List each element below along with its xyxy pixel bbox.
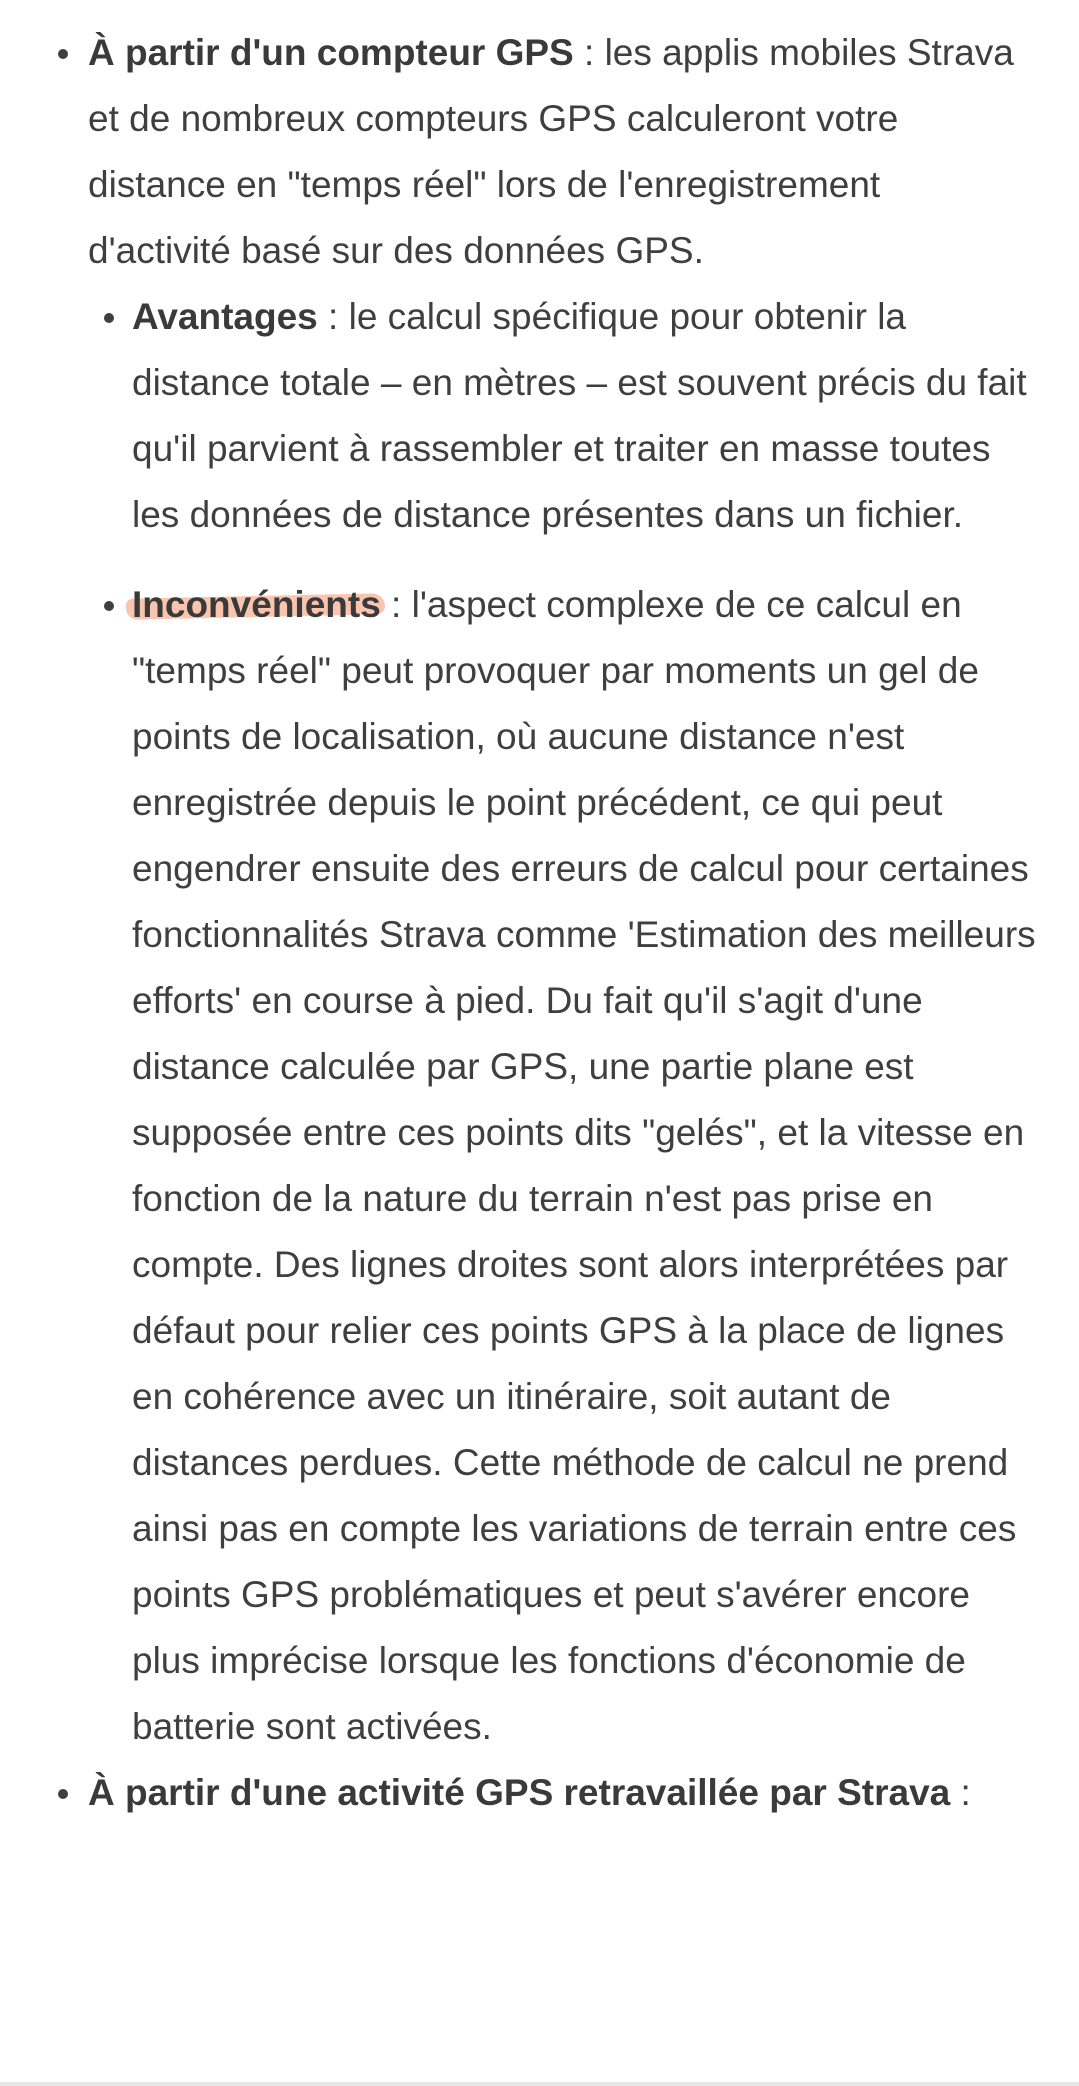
item-title: À partir d'une activité GPS retravaillée par Strava <box>88 1772 951 1813</box>
sub-bullet-list <box>88 284 1036 1760</box>
item-text: : les applis mobiles Strava et de nombreux compteurs GPS calculeront votre distance en "temps réel" lors de l'enregistrement d'activité basé sur des données GPS. <box>88 32 1014 271</box>
subitem-text-advantages: : le calcul spécifique pour obtenir la distance totale – en mètres – est souvent précis du fait qu'il parvient à rassembler et traiter en masse toutes les données de distance présentes dans un fichier. <box>132 296 1027 535</box>
list-item-advantages <box>132 284 1042 548</box>
item-text: : <box>950 1772 971 1813</box>
list-item-disadvantages <box>132 572 1042 1760</box>
subitem-title-disadvantages-highlighted: Inconvénients <box>132 584 381 625</box>
subitem-title-advantages: Avantages <box>132 296 318 337</box>
list-item-strava-reworked <box>88 1760 1018 1826</box>
subitem-text-disadvantages: : l'aspect complexe de ce calcul en "temps réel" peut provoquer par moments un gel de points de localisation, où aucune distance n'est enregistrée depuis le point précédent, ce qui peut engendrer ensuite des erreurs de calcul pour certaines fonctionnalités Strava comme 'Estimation des meilleurs efforts' en course à pied. Du fait qu'il s'agit d'une distance calculée par GPS, une partie plane est supposée entre ces points dits "gelés", et la vitesse en fonction de la nature du terrain n'est pas prise en compte. Des lignes droites sont alors interprétées par défaut pour relier ces points GPS à la place de lignes en cohérence avec un itinéraire, soit autant de distances perdues. Cette méthode de calcul ne prend ainsi pas en compte les variations de terrain entre ces points GPS problématiques et peut s'avérer encore plus imprécise lorsque les fonctions d'économie de batterie sont activées. <box>132 584 1036 1747</box>
list-item-gps-counter <box>88 20 1036 1760</box>
article-body <box>0 20 1079 1826</box>
item-title: À partir d'un compteur GPS <box>88 32 574 73</box>
bottom-divider <box>0 2082 1079 2086</box>
bullet-list <box>0 20 1079 1826</box>
